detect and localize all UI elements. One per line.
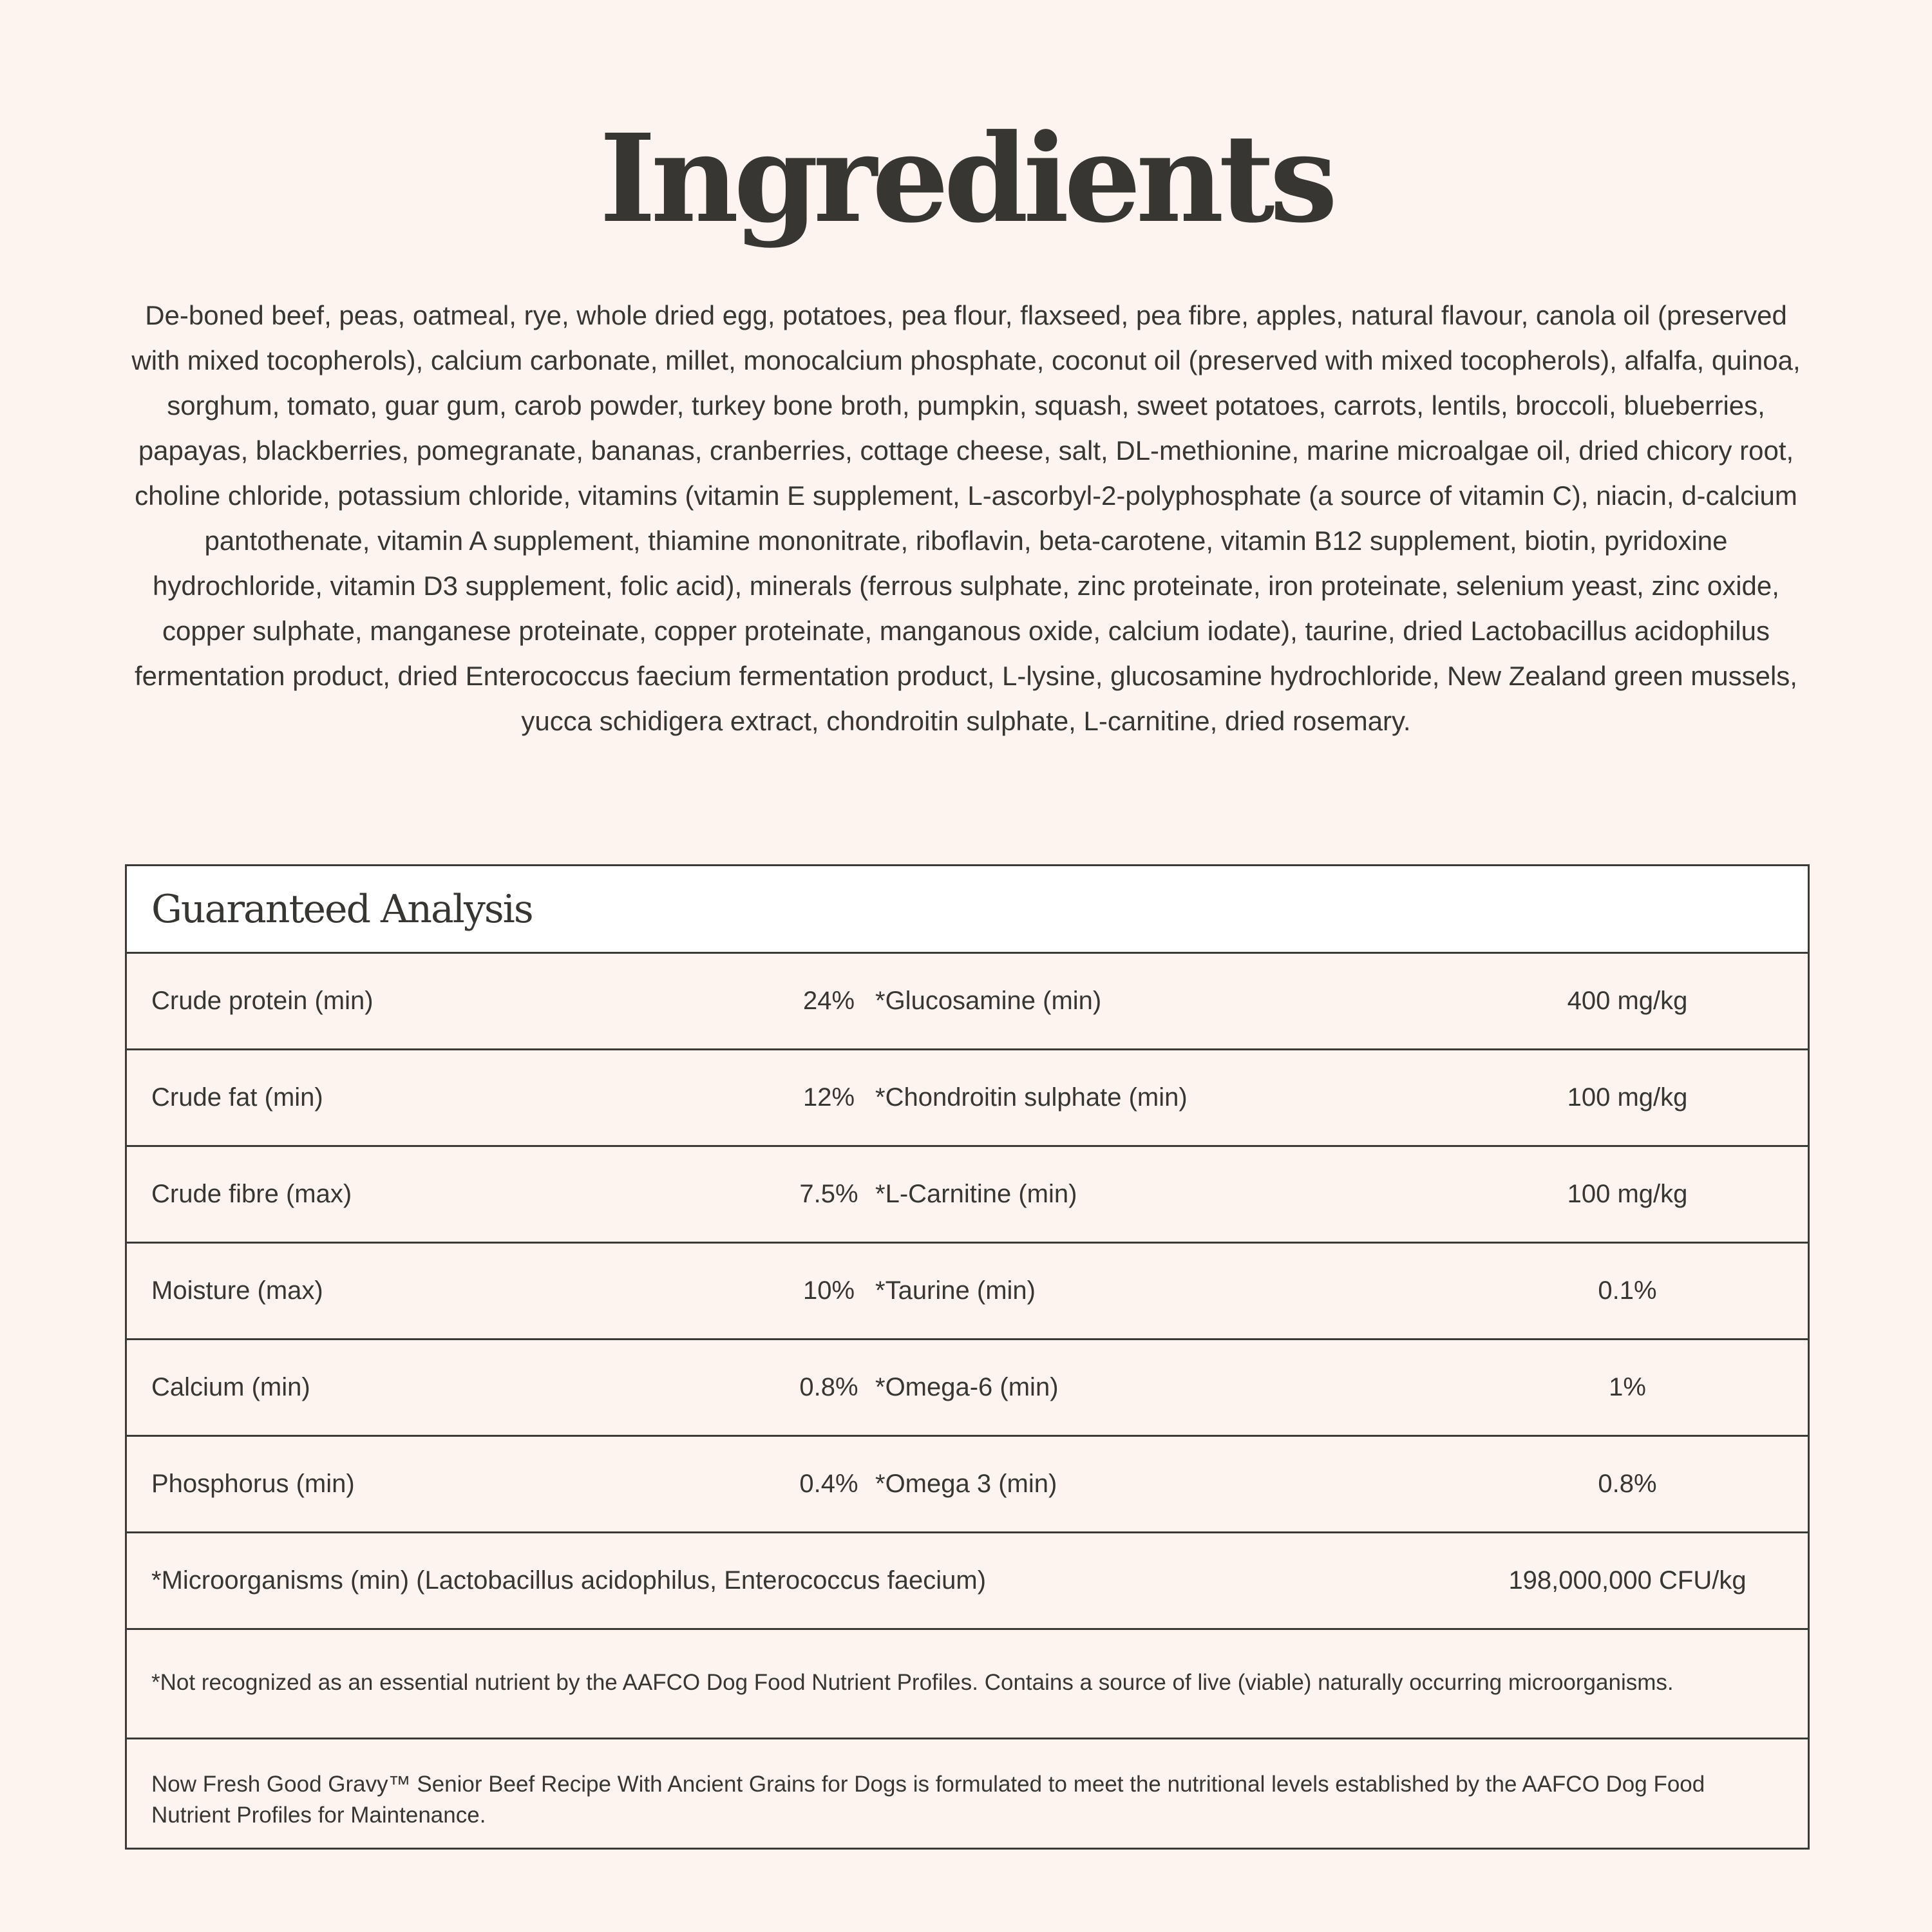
nutrient-value: 24% — [802, 987, 855, 1015]
table-row — [127, 1340, 1808, 1437]
nutrient-value: 0.8% — [799, 1373, 858, 1401]
footnote: *Not recognized as an essential nutrient by the AAFCO Dog Food Nutrient Profiles. Contains a source of live (viable) naturally occurring microorganisms. — [127, 1630, 1808, 1739]
page-title: Ingredients — [599, 108, 1333, 250]
nutrient-label: Crude fibre (max) — [151, 1180, 352, 1208]
table-row — [127, 954, 1808, 1050]
nutrient-value: 7.5% — [799, 1180, 858, 1208]
nutrient-value: 100 mg/kg — [1567, 1083, 1688, 1112]
nutrient-label: Crude protein (min) — [151, 987, 374, 1015]
nutrient-value: 400 mg/kg — [1567, 987, 1688, 1015]
nutrient-label: *L-Carnitine (min) — [875, 1180, 1077, 1208]
microorganisms-value: 198,000,000 CFU/kg — [1508, 1566, 1747, 1595]
table-row — [127, 1437, 1808, 1533]
nutrient-label: Crude fat (min) — [151, 1083, 323, 1112]
nutrient-label: Calcium (min) — [151, 1373, 310, 1401]
analysis-heading: Guaranteed Analysis — [127, 866, 1808, 954]
nutrient-value: 1% — [1609, 1373, 1646, 1401]
microorganisms-label: *Microorganisms (min) (Lactobacillus acidophilus, Enterococcus faecium) — [151, 1566, 987, 1595]
table-row — [127, 1050, 1808, 1147]
nutrient-label: *Omega 3 (min) — [875, 1470, 1057, 1498]
nutrient-label: *Glucosamine (min) — [875, 987, 1102, 1015]
nutrient-value: 10% — [802, 1276, 855, 1305]
nutrient-label: *Omega-6 (min) — [875, 1373, 1059, 1401]
nutrient-value: 12% — [802, 1083, 855, 1112]
aafco-statement: Now Fresh Good Gravy™ Senior Beef Recipe With Ancient Grains for Dogs is formulated to meet the nutritional levels established by the AAFCO Dog Food Nutrient Profiles for Maintenance. — [151, 1772, 1705, 1828]
guaranteed-analysis-table — [125, 864, 1810, 1850]
nutrient-value: 0.4% — [799, 1470, 858, 1498]
nutrient-value: 0.1% — [1598, 1276, 1657, 1305]
nutrient-label: Phosphorus (min) — [151, 1470, 355, 1498]
nutrient-label: Moisture (max) — [151, 1276, 323, 1305]
nutrient-value: 0.8% — [1598, 1470, 1657, 1498]
table-row — [127, 1244, 1808, 1340]
nutrient-label: *Taurine (min) — [875, 1276, 1036, 1305]
microorganisms-row — [127, 1533, 1808, 1630]
nutrient-value: 100 mg/kg — [1567, 1180, 1688, 1208]
ingredients-list: De-boned beef, peas, oatmeal, rye, whole dried egg, potatoes, pea flour, flaxseed, pea fibre, apples, natural flavour, canola oil (preserved with mixed tocopherols), calcium carbonate, millet, monocalcium phosphate, coconut oil (preserved with mixed tocopherols), alfalfa, quinoa, sorghum, tomato, guar gum, carob powder, turkey bone broth, pumpkin, squash, sweet potatoes, carrots, lentils, broccoli, blueberries, papayas, blackberries, pomegranate, bananas, cranberries, cottage cheese, salt, DL-methionine, marine microalgae oil, dried chicory root, choline chloride, potassium chloride, vitamins (vitamin E supplement, L-ascorbyl-2-polyphosphate (a source of vitamin C), niacin, d-calcium pantothenate, vitamin A supplement, thiamine mononitrate, riboflavin, beta-carotene, vitamin B12 supplement, biotin, pyridoxine hydrochloride, vitamin D3 supplement, folic acid), minerals (ferrous sulphate, zinc proteinate, iron proteinate, selenium yeast, zinc oxide, copper sulphate, manganese proteinate, copper proteinate, manganous oxide, calcium iodate), taurine, dried Lactobacillus acidophilus fermentation product, dried Enterococcus faecium fermentation product, L-lysine, glucosamine hydrochloride, New Zealand green mussels, yucca schidigera extract, chondroitin sulphate, L-carnitine, dried rosemary. — [131, 300, 1801, 736]
nutrient-label: *Chondroitin sulphate (min) — [875, 1083, 1188, 1112]
table-row — [127, 1147, 1808, 1244]
